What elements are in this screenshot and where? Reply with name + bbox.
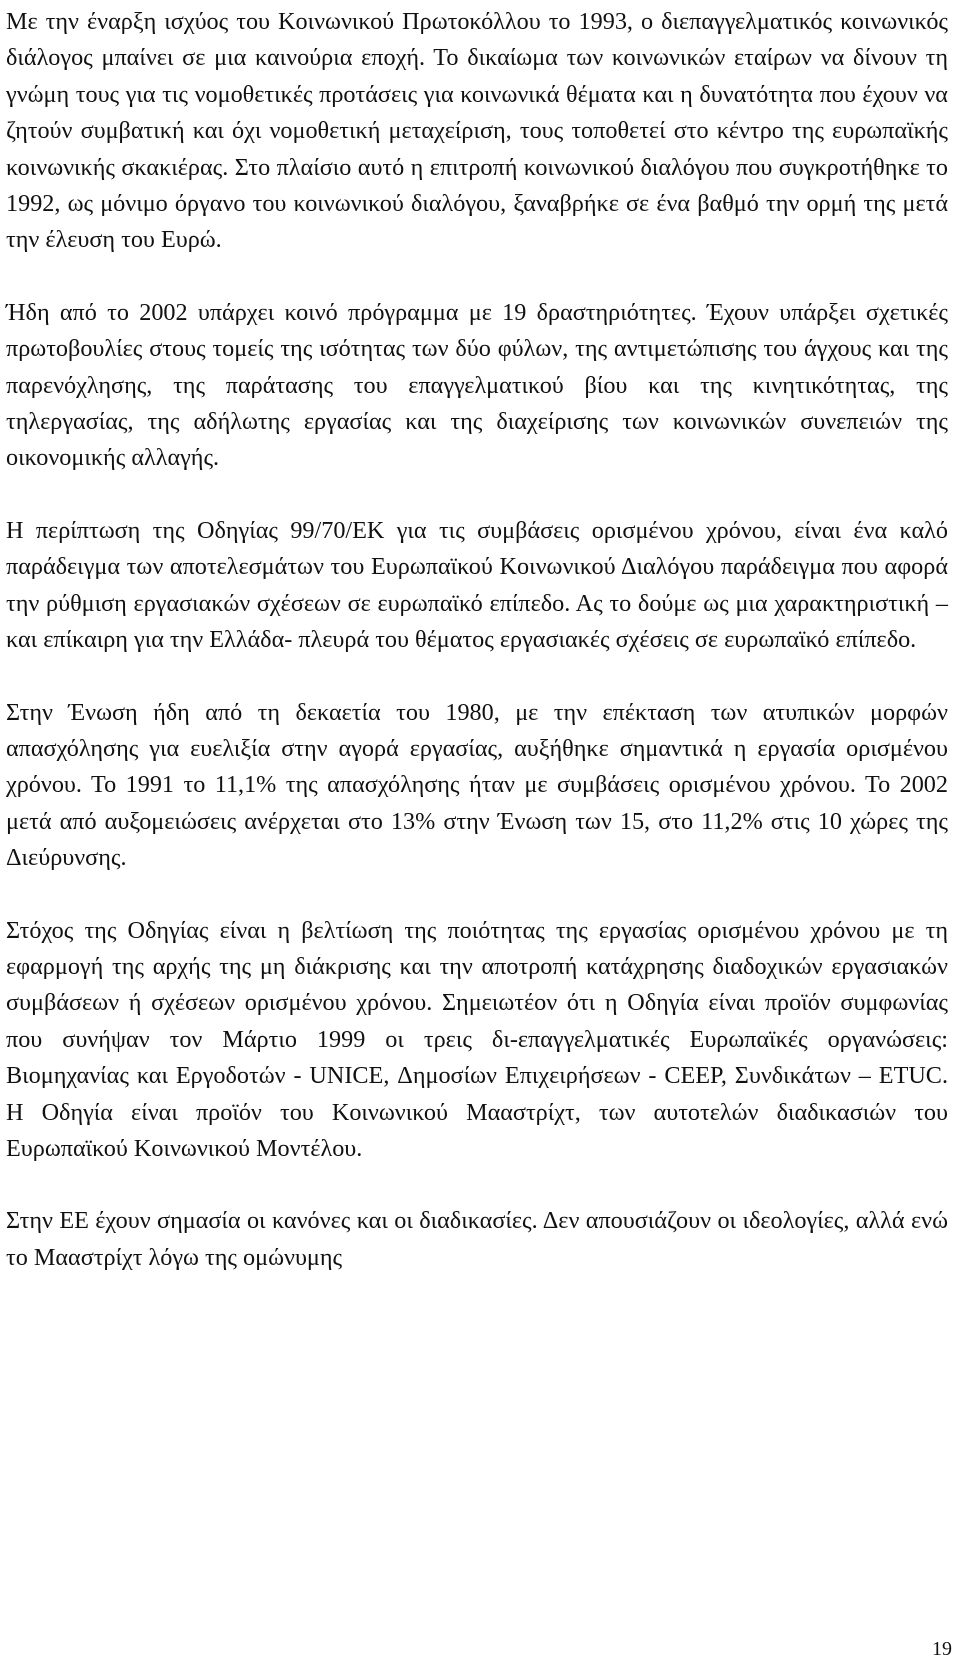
paragraph-directive-case: Η περίπτωση της Οδηγίας 99/70/ΕΚ για τις συμβάσεις ορισμένου χρόνου, είναι ένα καλό παράδειγμα των αποτελεσμάτων του Ευρωπαϊκού Κοινωνικού Διαλόγου παράδειγμα που αφορά την ρύθμιση εργασιακών σχέσεων σε ευρωπαϊκό επίπεδο. Ας το δούμε ως μια χαρακτηριστική – και επίκαιρη για την Ελλάδα- πλευρά του θέματος εργασιακές σχέσεις σε ευρωπαϊκό επίπεδο. bbox=[6, 516, 948, 654]
paragraph-eu-rules: Στην ΕΕ έχουν σημασία οι κανόνες και οι διαδικασίες. Δεν απουσιάζουν οι ιδεολογίες, αλλά ενώ το Μααστρίχτ λόγω της ομώνυμης bbox=[6, 1207, 948, 1271]
paragraph-fixed-term-statistics: Στην Ένωση ήδη από τη δεκαετία του 1980, με την επέκταση των ατυπικών μορφών απασχόλησης για ευελιξία στην αγορά εργασίας, αυξήθηκε σημαντικά η εργασία ορισμένου χρόνου. Το 1991 το 11,1% της απασχόλησης ήταν με συμβάσεις ορισμένου χρόνου. Το 2002 μετά από αυξομειώσεις ανέρχεται στο 13% στην Ένωση των 15, στο 11,2% στις 10 χώρες της Διεύρυνσης. bbox=[6, 698, 948, 872]
page-number: 19 bbox=[932, 1637, 952, 1660]
paragraph-common-programme: Ήδη από το 2002 υπάρχει κοινό πρόγραμμα με 19 δραστηριότητες. Έχουν υπάρξει σχετικές πρωτοβουλίες στους τομείς της ισότητας των δύο φύλων, της αντιμετώπισης του άγχους και της παρενόχλησης, της παράτασης του επαγγελματικού βίου και της κινητικότητας, της τηλεργασίας, της αδήλωτης εργασίας και της διαχείρισης των κοινωνικών συνεπειών της οικονομικής αλλαγής. bbox=[6, 298, 948, 472]
paragraph-social-protocol: Με την έναρξη ισχύος του Κοινωνικού Πρωτοκόλλου το 1993, ο διεπαγγελματικός κοινωνικός διάλογος μπαίνει σε μια καινούρια εποχή. Το δικαίωμα των κοινωνικών εταίρων να δίνουν τη γνώμη τους για τις νομοθετικές προτάσεις για κοινωνικά θέματα και η δυνατότητα που έχουν να ζητούν συμβατική και όχι νομοθετική μεταχείριση, τους τοποθετεί στο κέντρο της ευρωπαϊκής κοινωνικής σκακιέρας. Στο πλαίσιο αυτό η επιτροπή κοινωνικού διαλόγου που συγκροτήθηκε το 1992, ως μόνιμο όργανο του κοινωνικού διαλόγου, ξαναβρήκε σε ένα βαθμό την ορμή της μετά την έλευση του Ευρώ. bbox=[6, 8, 948, 254]
paragraph-directive-goal: Στόχος της Οδηγίας είναι η βελτίωση της ποιότητας της εργασίας ορισμένου χρόνου με τη εφαρμογή της αρχής της μη διάκρισης και την αποτροπή κατάχρησης διαδοχικών εργασιακών συμβάσεων ή σχέσεων ορισμένου χρόνου. Σημειωτέον ότι η Οδηγία είναι προϊόν συμφωνίας που συνήψαν τον Μάρτιο 1999 οι τρεις δι-επαγγελματικές Ευρωπαϊκές οργανώσεις: Βιομηχανίας και Εργοδοτών - UNICE, Δημοσίων Επιχειρήσεων - CEEP, Συνδικάτων – ETUC. Η Οδηγία είναι προϊόν του Κοινωνικού Μααστρίχτ, των αυτοτελών διαδικασιών του Ευρωπαϊκού Κοινωνικού Μοντέλου. bbox=[6, 916, 948, 1162]
